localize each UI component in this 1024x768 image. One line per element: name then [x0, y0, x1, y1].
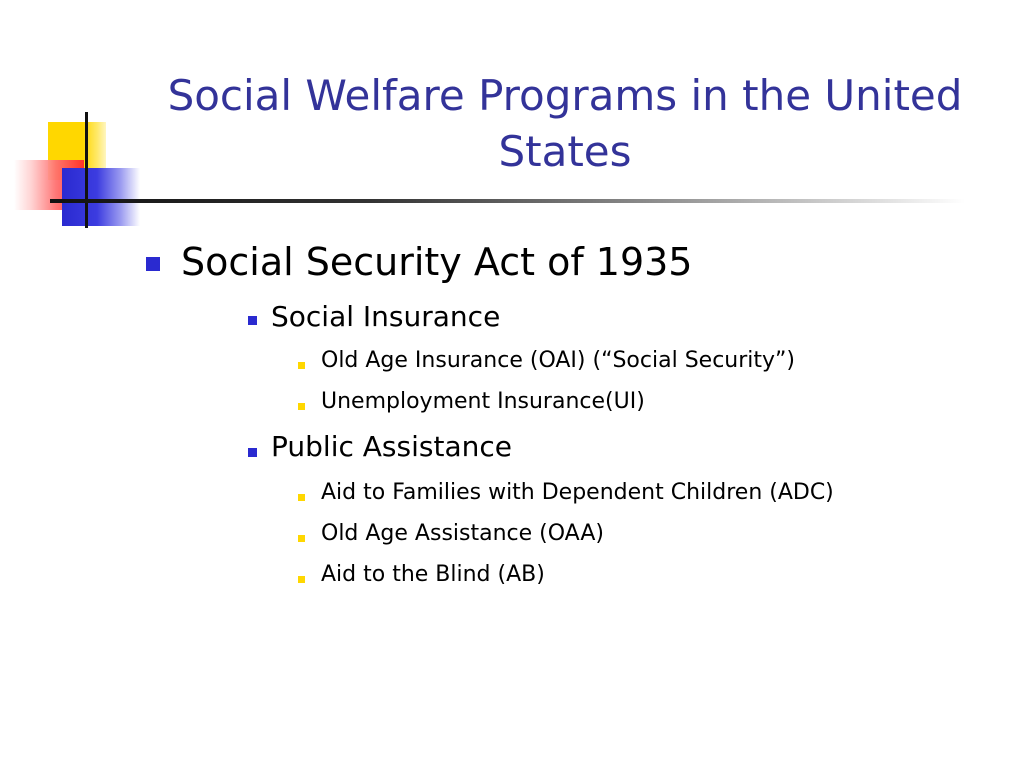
- bullet-level2: Social Insurance: [271, 300, 501, 333]
- bullet-level1: Social Security Act of 1935: [181, 240, 693, 284]
- bullet-level3: Old Age Assistance (OAA): [321, 521, 604, 546]
- bullet-marker-level3: [298, 535, 305, 542]
- slide-title: Social Welfare Programs in the United States: [167, 71, 963, 176]
- bullet-level3: Old Age Insurance (OAI) (“Social Security”): [321, 348, 796, 373]
- bullet-level2: Public Assistance: [271, 430, 512, 463]
- bullet-marker-level3: [298, 362, 305, 369]
- decorative-vertical-line: [85, 112, 88, 228]
- bullet-marker-level3: [298, 576, 305, 583]
- title-divider-line: [50, 199, 965, 203]
- bullet-level3: Aid to the Blind (AB): [321, 562, 545, 587]
- bullet-marker-level3: [298, 494, 305, 501]
- bullet-marker-level3: [298, 403, 305, 410]
- bullet-level3: Unemployment Insurance(UI): [321, 389, 645, 414]
- bullet-level3: Aid to Families with Dependent Children (ADC): [321, 480, 834, 505]
- bullet-marker-level2: [248, 316, 257, 325]
- bullet-marker-level2: [248, 448, 257, 457]
- bullet-marker-level1: [146, 257, 160, 271]
- decorative-blue-square: [62, 168, 140, 226]
